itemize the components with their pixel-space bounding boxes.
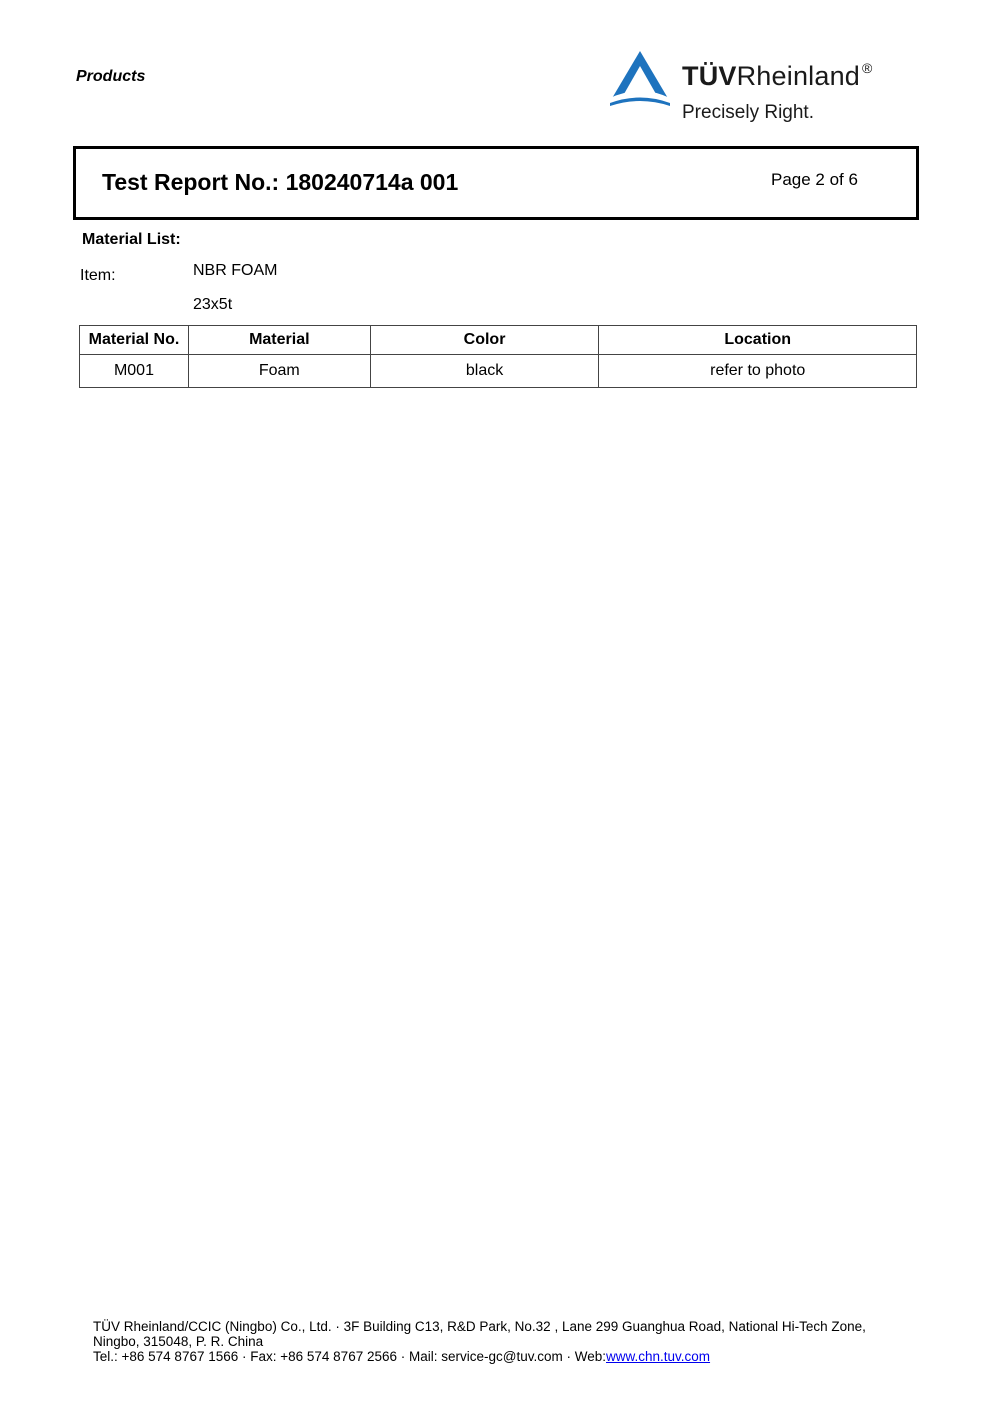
item-name: NBR FOAM bbox=[193, 262, 278, 279]
footer-address-line-1: TÜV Rheinland/CCIC (Ningbo) Co., Ltd. · 3F Building C13, R&D Park, No.32 , Lane 299 Guanghua Road, National Hi-Tech Zone, bbox=[93, 1319, 866, 1334]
brand-name: TÜVRheinland ® bbox=[682, 60, 873, 91]
column-header-color: Color bbox=[370, 326, 599, 355]
page-number: Page 2 of 6 bbox=[771, 170, 858, 189]
table-header-row bbox=[80, 326, 917, 355]
footer bbox=[93, 1319, 866, 1364]
section-label: Products bbox=[76, 68, 146, 85]
footer-address-line-2: Ningbo, 315048, P. R. China bbox=[93, 1334, 264, 1349]
material-list-heading: Material List: bbox=[82, 231, 181, 248]
column-header-location: Location bbox=[599, 326, 917, 355]
tuv-rheinland-logo bbox=[608, 48, 908, 128]
website-link[interactable]: www.chn.tuv.com bbox=[606, 1349, 711, 1364]
cell-location: refer to photo bbox=[599, 355, 917, 388]
tuv-triangle-logo-icon bbox=[608, 48, 672, 108]
cell-color: black bbox=[370, 355, 599, 388]
item-label: Item: bbox=[80, 267, 116, 284]
cell-material-no: M001 bbox=[80, 355, 189, 388]
footer-contact-line bbox=[93, 1349, 866, 1364]
brand-tagline: Precisely Right. bbox=[682, 102, 814, 123]
footer-contact-text: Tel.: +86 574 8767 1566 · Fax: +86 574 8767 2566 · Mail: service-gc@tuv.com · Web: bbox=[93, 1349, 606, 1364]
report-title: Test Report No.: 180240714a 001 bbox=[102, 169, 459, 195]
column-header-material-no: Material No. bbox=[80, 326, 189, 355]
cell-material: Foam bbox=[188, 355, 370, 388]
table-row bbox=[80, 355, 917, 388]
report-header-box bbox=[73, 146, 919, 220]
item-size: 23x5t bbox=[193, 296, 233, 313]
material-table bbox=[79, 325, 917, 388]
column-header-material: Material bbox=[188, 326, 370, 355]
